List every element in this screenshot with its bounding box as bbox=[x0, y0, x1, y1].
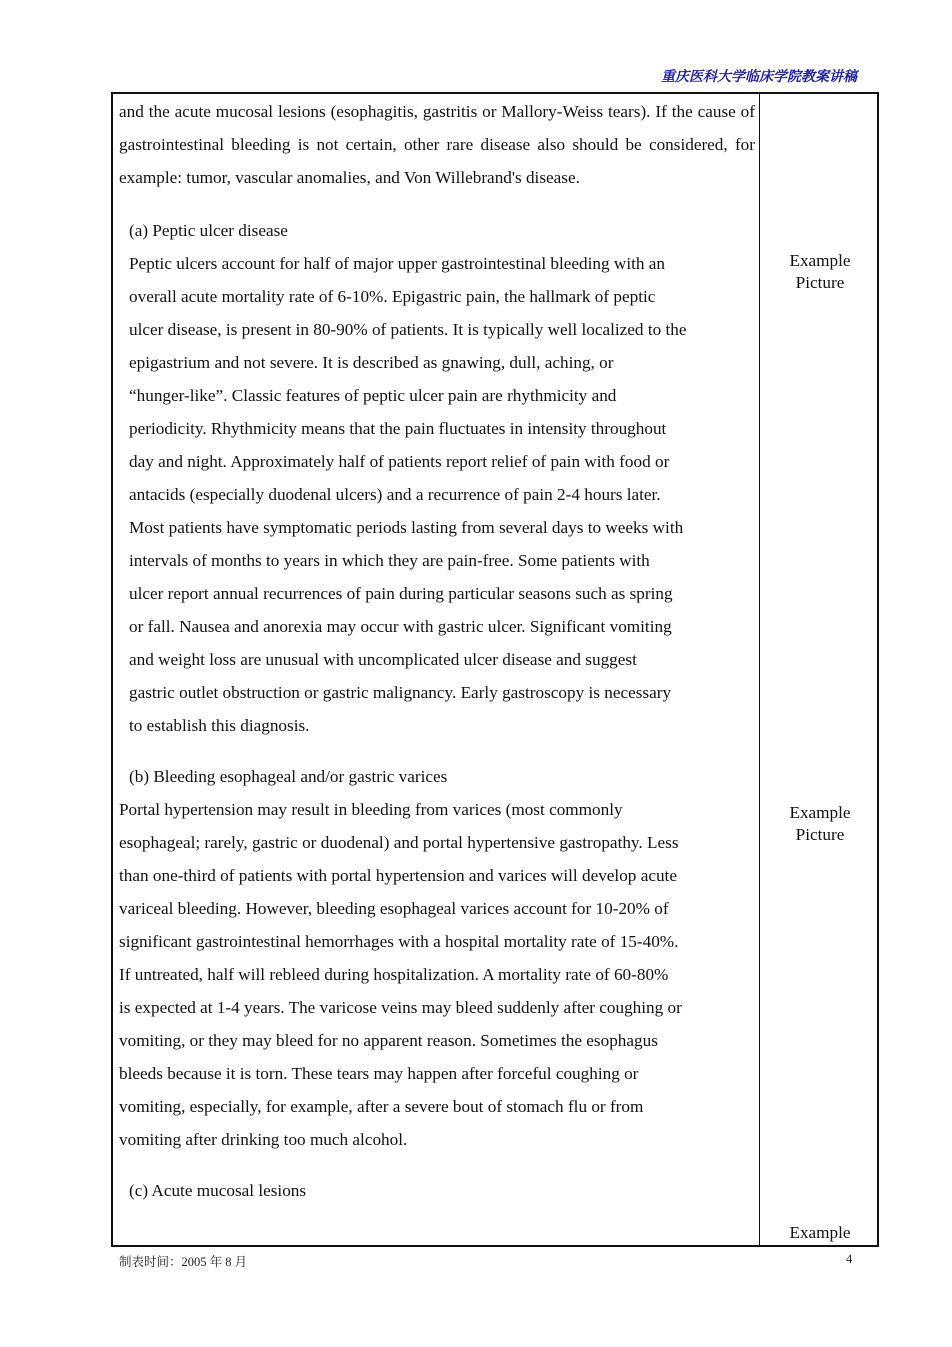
picture-label: Picture bbox=[795, 825, 845, 844]
page-number: 4 bbox=[846, 1252, 853, 1266]
section-b-line: variceal bleeding. However, bleeding esophageal varices account for 10-20% of bbox=[119, 899, 669, 918]
section-c-heading: (c) Acute mucosal lesions bbox=[129, 1181, 307, 1200]
section-a-line: overall acute mortality rate of 6-10%. Epigastric pain, the hallmark of peptic bbox=[129, 287, 656, 306]
document-header: 重庆医科大学临床学院教案讲稿 bbox=[661, 70, 857, 85]
example-label: Example bbox=[789, 251, 851, 270]
section-b-line: vomiting after drinking too much alcohol. bbox=[119, 1130, 408, 1149]
main-column bbox=[119, 95, 755, 1207]
picture-label: Picture bbox=[795, 273, 845, 292]
section-a-line: antacids (especially duodenal ulcers) and a recurrence of pain 2-4 hours later. bbox=[129, 485, 661, 504]
section-a-line: or fall. Nausea and anorexia may occur with gastric ulcer. Significant vomiting bbox=[129, 617, 672, 636]
section-b-line: than one-third of patients with portal hypertension and varices will develop acute bbox=[119, 866, 677, 885]
section-a-line: Peptic ulcers account for half of major upper gastrointestinal bleeding with an bbox=[129, 254, 665, 273]
example-picture-a bbox=[762, 250, 878, 294]
section-a-line: to establish this diagnosis. bbox=[129, 716, 310, 735]
column-divider bbox=[759, 92, 760, 1247]
section-b-line: bleeds because it is torn. These tears may happen after forceful coughing or bbox=[119, 1064, 639, 1083]
section-a-line: day and night. Approximately half of patients report relief of pain with food or bbox=[129, 452, 670, 471]
section-a bbox=[119, 214, 755, 742]
example-label: Example bbox=[789, 803, 851, 822]
section-b-line: If untreated, half will rebleed during hospitalization. A mortality rate of 60-80% bbox=[119, 965, 669, 984]
section-b-line: significant gastrointestinal hemorrhages with a hospital mortality rate of 15-40%. bbox=[119, 932, 679, 951]
section-b-line: Portal hypertension may result in bleeding from varices (most commonly bbox=[119, 800, 623, 819]
section-b-line: is expected at 1-4 years. The varicose veins may bleed suddenly after coughing or bbox=[119, 998, 682, 1017]
section-b-heading: (b) Bleeding esophageal and/or gastric varices bbox=[129, 767, 448, 786]
spacer bbox=[119, 194, 755, 214]
section-b-line: vomiting, or they may bleed for no apparent reason. Sometimes the esophagus bbox=[119, 1031, 658, 1050]
example-picture-b bbox=[762, 802, 878, 846]
spacer bbox=[119, 1156, 755, 1174]
example-picture-c bbox=[762, 1222, 878, 1244]
section-a-line: epigastrium and not severe. It is described as gnawing, dull, aching, or bbox=[129, 353, 614, 372]
section-a-line: periodicity. Rhythmicity means that the pain fluctuates in intensity throughout bbox=[129, 419, 667, 438]
section-b-line: vomiting, especially, for example, after a severe bout of stomach flu or from bbox=[119, 1097, 644, 1116]
section-a-line: “hunger-like”. Classic features of peptic ulcer pain are rhythmicity and bbox=[129, 386, 617, 405]
section-a-line: intervals of months to years in which they are pain-free. Some patients with bbox=[129, 551, 650, 570]
section-a-line: gastric outlet obstruction or gastric malignancy. Early gastroscopy is necessary bbox=[129, 683, 672, 702]
footer-date: 制表时间：2005 年 8 月 bbox=[119, 1255, 248, 1269]
section-a-line: and weight loss are unusual with uncomplicated ulcer disease and suggest bbox=[129, 650, 637, 669]
section-a-heading: (a) Peptic ulcer disease bbox=[129, 221, 288, 240]
section-a-line: ulcer disease, is present in 80-90% of patients. It is typically well localized to the bbox=[129, 320, 687, 339]
spacer bbox=[119, 742, 755, 760]
section-a-line: ulcer report annual recurrences of pain during particular seasons such as spring bbox=[129, 584, 673, 603]
intro-paragraph: and the acute mucosal lesions (esophagitis, gastritis or Mallory-Weiss tears). If the cause of gastrointestinal bleeding is not certain, other rare disease also should be considered, for example: tumor, vascular anomalies, and Von Willebrand's disease. bbox=[119, 102, 755, 187]
section-b-line: esophageal; rarely, gastric or duodenal) and portal hypertensive gastropathy. Less bbox=[119, 833, 679, 852]
example-label: Example bbox=[789, 1223, 851, 1242]
section-b bbox=[119, 793, 755, 1156]
section-a-line: Most patients have symptomatic periods lasting from several days to weeks with bbox=[129, 518, 684, 537]
